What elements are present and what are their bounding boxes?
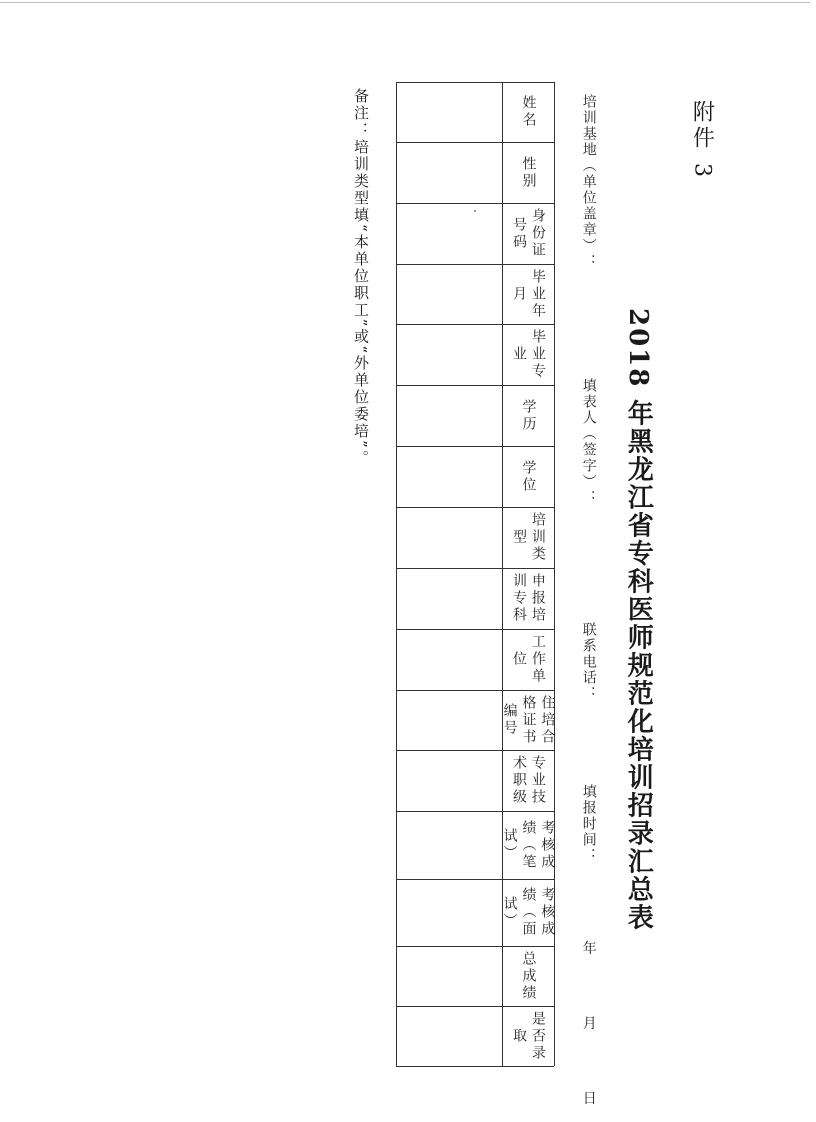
table-header-cell xyxy=(502,507,554,568)
table-header-label: 住培合格证书编号 xyxy=(501,694,556,746)
table-data-cell xyxy=(396,142,502,203)
table-header-label: 培训类型 xyxy=(511,512,546,563)
table-data-cell xyxy=(396,946,502,1006)
table-data-cell xyxy=(396,82,502,142)
report-date-month: 月 xyxy=(580,1015,597,1032)
training-base-field: 培训基地（单位盖章）： xyxy=(580,94,597,270)
report-date-field xyxy=(580,784,597,1107)
report-date-label: 填报时间： xyxy=(580,784,597,864)
scan-speck xyxy=(474,210,476,212)
table-header-label: 毕业专业 xyxy=(511,329,546,380)
table-data-cell xyxy=(396,446,502,507)
table-header-label: 是否录取 xyxy=(511,1010,546,1062)
table-data-cell xyxy=(396,750,502,811)
table-header-label: 毕业年月 xyxy=(511,268,546,320)
table-header-cell xyxy=(502,879,554,946)
table-header-cell xyxy=(502,629,554,690)
table-data-cell xyxy=(396,629,502,690)
table-data-cell xyxy=(396,324,502,385)
table-header-label: 总成绩 xyxy=(520,950,537,1002)
table-header-cell xyxy=(502,385,554,446)
table-header-label: 性别 xyxy=(520,155,537,190)
table-header-cell xyxy=(502,82,554,142)
table-data-cell xyxy=(396,264,502,324)
table-header-cell xyxy=(502,690,554,750)
table-data-cell xyxy=(396,879,502,946)
table-data-cell xyxy=(396,568,502,629)
report-date-year: 年 xyxy=(580,940,597,957)
table-data-cell xyxy=(396,385,502,446)
table-header-cell xyxy=(502,750,554,811)
remark-note: 备注：培训类型填“本单位职工”或“外单位委培”。 xyxy=(352,88,370,467)
table-header-label: 姓名 xyxy=(520,95,537,129)
table-data-cell xyxy=(396,507,502,568)
table-data-cell xyxy=(396,203,502,264)
table-header-cell xyxy=(502,568,554,629)
page-title: 2018 年黑龙江省专科医师规范化培训招录汇总表 xyxy=(623,308,654,932)
report-date-day: 日 xyxy=(580,1090,597,1107)
phone-field: 联系电话： xyxy=(580,622,597,702)
table-data-cell xyxy=(396,690,502,750)
table-header-cell xyxy=(502,203,554,264)
table-header-label: 考核成绩（面试） xyxy=(501,887,556,938)
table-header-cell xyxy=(502,324,554,385)
table-header-label: 考核成绩（笔试） xyxy=(501,819,556,871)
table-header-cell xyxy=(502,1006,554,1066)
attachment-label: 附件 3 xyxy=(689,100,715,181)
table-header-cell xyxy=(502,446,554,507)
filler-signature-field: 填表人（签字）： xyxy=(580,378,597,506)
summary-table xyxy=(396,82,554,1066)
table-header-label: 学位 xyxy=(520,459,537,494)
table-header-label: 学历 xyxy=(520,398,537,433)
table-header-cell xyxy=(502,142,554,203)
table-header-cell xyxy=(502,264,554,324)
table-header-cell xyxy=(502,811,554,879)
table-header-label: 工作单位 xyxy=(511,634,546,685)
table-row-divider xyxy=(396,1066,554,1067)
table-data-cell xyxy=(396,1006,502,1066)
table-header-label: 专业技术职级 xyxy=(511,755,546,806)
table-header-label: 申报培训专科 xyxy=(511,573,546,624)
table-header-label: 身份证号码 xyxy=(511,208,546,259)
table-data-cell xyxy=(396,811,502,879)
table-header-cell xyxy=(502,946,554,1006)
